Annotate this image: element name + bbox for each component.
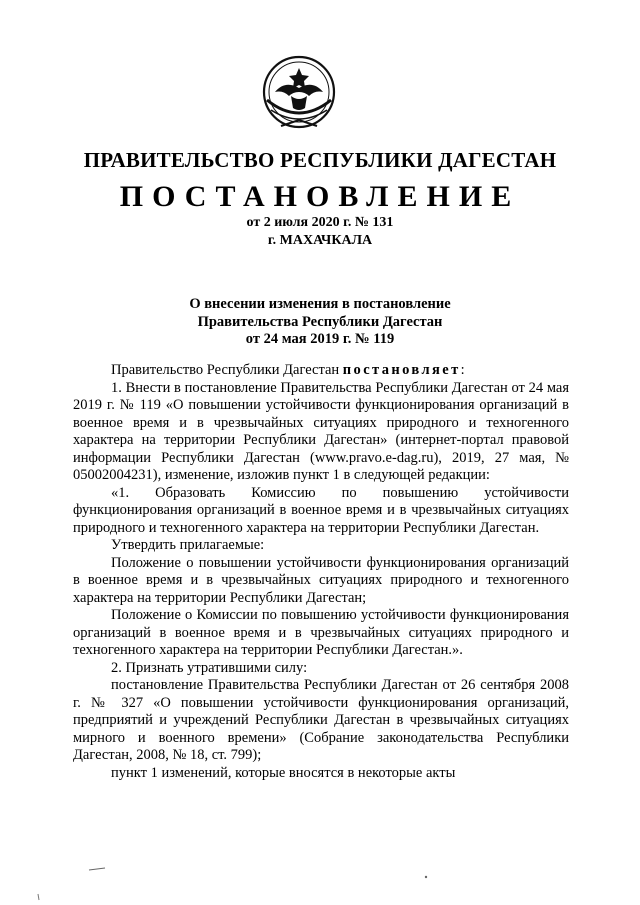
document-type: ПОСТАНОВЛЕНИЕ — [119, 180, 521, 213]
scan-mark — [36, 893, 44, 901]
document-date-number: от 2 июля 2020 г. № 131 — [246, 215, 394, 230]
paragraph-6: 2. Признать утратившими силу: — [111, 659, 308, 676]
document-city: г. МАХАЧКАЛА — [267, 233, 373, 248]
paragraph-1: 1. Внести в постановление Правительства Республики Дагестан от 24 мая 2019 г. № 119 «О повышении устойчивости функционирования организаций в военное время и в чрезвычайных ситуациях природного и техногенного характера на территории Республики Дагестан» (интернет-портал правовой информации Республики Дагестан (www.pravo.e-dag.ru), 2019, 27 мая, № 05002004231), изменение, изложив пункт 1 в следующей редакции: — [73, 379, 569, 483]
paragraph-7: постановление Правительства Республики Дагестан от 26 сентября 2008 г. № 327 «О повышении устойчивости функционирования организаций, предприятий и учреждений Республики Дагестан в чрезвычайных ситуациях мирного и военного времени» (Собрание законодательства Республики Дагестан, 2008, № 18, ст. 799); — [73, 677, 569, 763]
coat-of-arms-emblem — [261, 52, 337, 136]
subject-line: Правительства Республики Дагестан — [197, 313, 443, 330]
document-subject — [0, 296, 640, 349]
document-body — [73, 362, 569, 782]
scan-mark — [88, 866, 106, 872]
subject-line: от 24 мая 2019 г. № 119 — [245, 331, 395, 347]
subject-line: О внесении изменения в постановление — [189, 296, 451, 312]
paragraph-5: Положение о Комиссии по повышению устойчивости функционирования организаций в военное время и в чрезвычайных ситуациях природного и техногенного характера на территории Республики Дагестан.». — [73, 607, 569, 658]
intro-text: Правительство Республики Дагестан — [111, 362, 343, 378]
paragraph-8: пункт 1 изменений, которые вносятся в некоторые акты — [111, 764, 456, 781]
intro-paragraph — [73, 362, 569, 380]
organization-title: ПРАВИТЕЛЬСТВО РЕСПУБЛИКИ ДАГЕСТАН — [83, 148, 557, 172]
scan-mark — [423, 874, 429, 880]
paragraph-4: Положение о повышении устойчивости функционирования организаций в военное время и в чрезвычайных ситуациях природного и техногенного характера на территории Республики Дагестан; — [73, 554, 569, 606]
intro-end: : — [460, 362, 465, 378]
paragraph-2: «1. Образовать Комиссию по повышению устойчивости функционирования организаций в военное время и в чрезвычайных ситуациях природного и техногенного характера на территории Республики Дагестан. — [73, 484, 569, 536]
decree-word: постановляет — [342, 362, 461, 378]
paragraph-3: Утвердить прилагаемые: — [111, 537, 265, 553]
